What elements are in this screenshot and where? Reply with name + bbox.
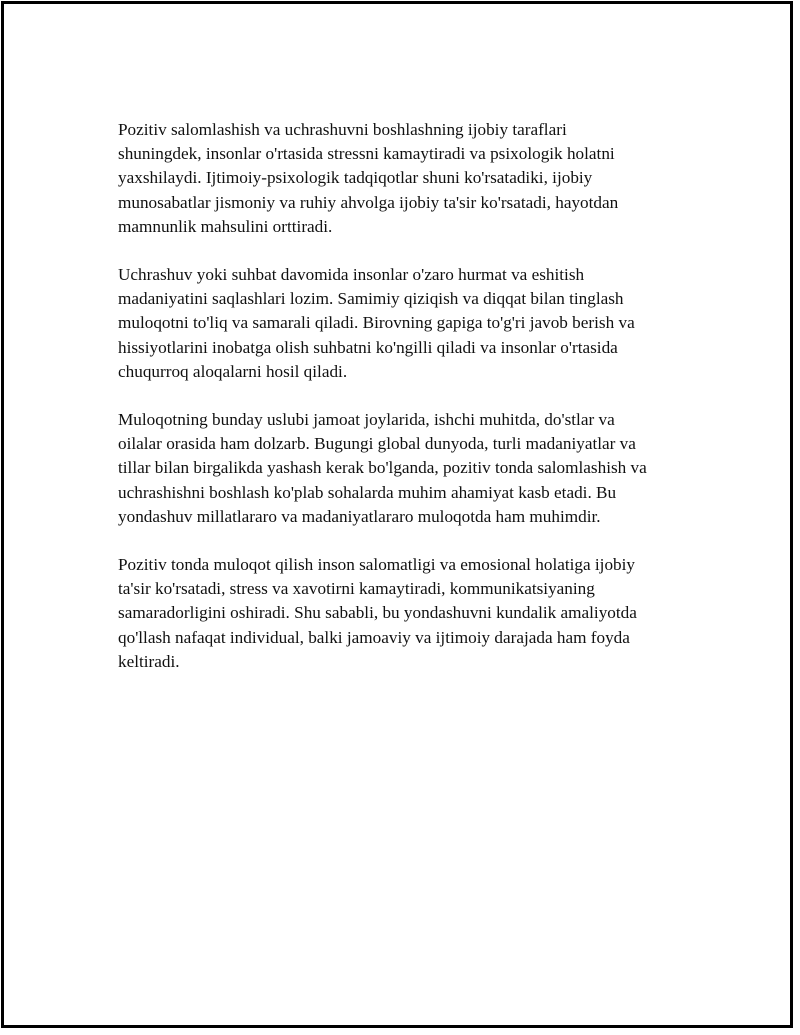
document-page [1, 1, 793, 1028]
text-line: Muloqotning bunday uslubi jamoat joylarida, ishchi muhitda, do'stlar va [118, 410, 615, 430]
text-line: yondashuv millatlararo va madaniyatlararo muloqotda ham muhimdir. [118, 506, 601, 526]
text-line: Pozitiv salomlashish va uchrashuvni boshlashning ijobiy taraflari [118, 120, 567, 139]
text-line: oilalar orasida ham dolzarb. Bugungi global dunyoda, turli madaniyatlar va [118, 434, 636, 454]
paragraph [118, 553, 703, 674]
paragraph [118, 118, 703, 239]
text-line: munosabatlar jismoniy va ruhiy ahvolga ijobiy ta'sir ko'rsatadi, hayotdan [118, 192, 619, 212]
text-line: uchrashishni boshlash ko'plab sohalarda muhim ahamiyat kasb etadi. Bu [118, 482, 617, 502]
text-line: muloqotni to'liq va samarali qiladi. Birovning gapiga to'g'ri javob berish va [118, 313, 635, 333]
text-line: yaxshilaydi. Ijtimoiy-psixologik tadqiqotlar shuni ko'rsatadiki, ijobiy [118, 168, 593, 188]
text-line: chuqurroq aloqalarni hosil qiladi. [118, 361, 348, 381]
paragraph [118, 263, 703, 384]
text-line: qo'llash nafaqat individual, balki jamoaviy va ijtimoiy darajada ham foyda [118, 627, 630, 647]
text-line: samaradorligini oshiradi. Shu sababli, bu yondashuvni kundalik amaliyotda [118, 603, 637, 623]
text-line: mamnunlik mahsulini orttiradi. [118, 216, 333, 236]
text-line: Pozitiv tonda muloqot qilish inson salomatligi va emosional holatiga ijobiy [118, 555, 636, 575]
text-line: keltiradi. [118, 651, 180, 671]
document-body [118, 118, 703, 698]
text-line: hissiyotlarini inobatga olish suhbatni ko'ngilli qiladi va insonlar o'rtasida [118, 337, 618, 357]
text-line: madaniyatini saqlashlari lozim. Samimiy qiziqish va diqqat bilan tinglash [118, 289, 624, 309]
text-line: shuningdek, insonlar o'rtasida stressni kamaytiradi va psixologik holatni [118, 144, 615, 164]
text-line: Uchrashuv yoki suhbat davomida insonlar o'zaro hurmat va eshitish [118, 265, 585, 285]
paragraph [118, 408, 703, 529]
text-line: ta'sir ko'rsatadi, stress va xavotirni kamaytiradi, kommunikatsiyaning [118, 579, 595, 599]
text-line: tillar bilan birgalikda yashash kerak bo'lganda, pozitiv tonda salomlashish va [118, 458, 647, 478]
